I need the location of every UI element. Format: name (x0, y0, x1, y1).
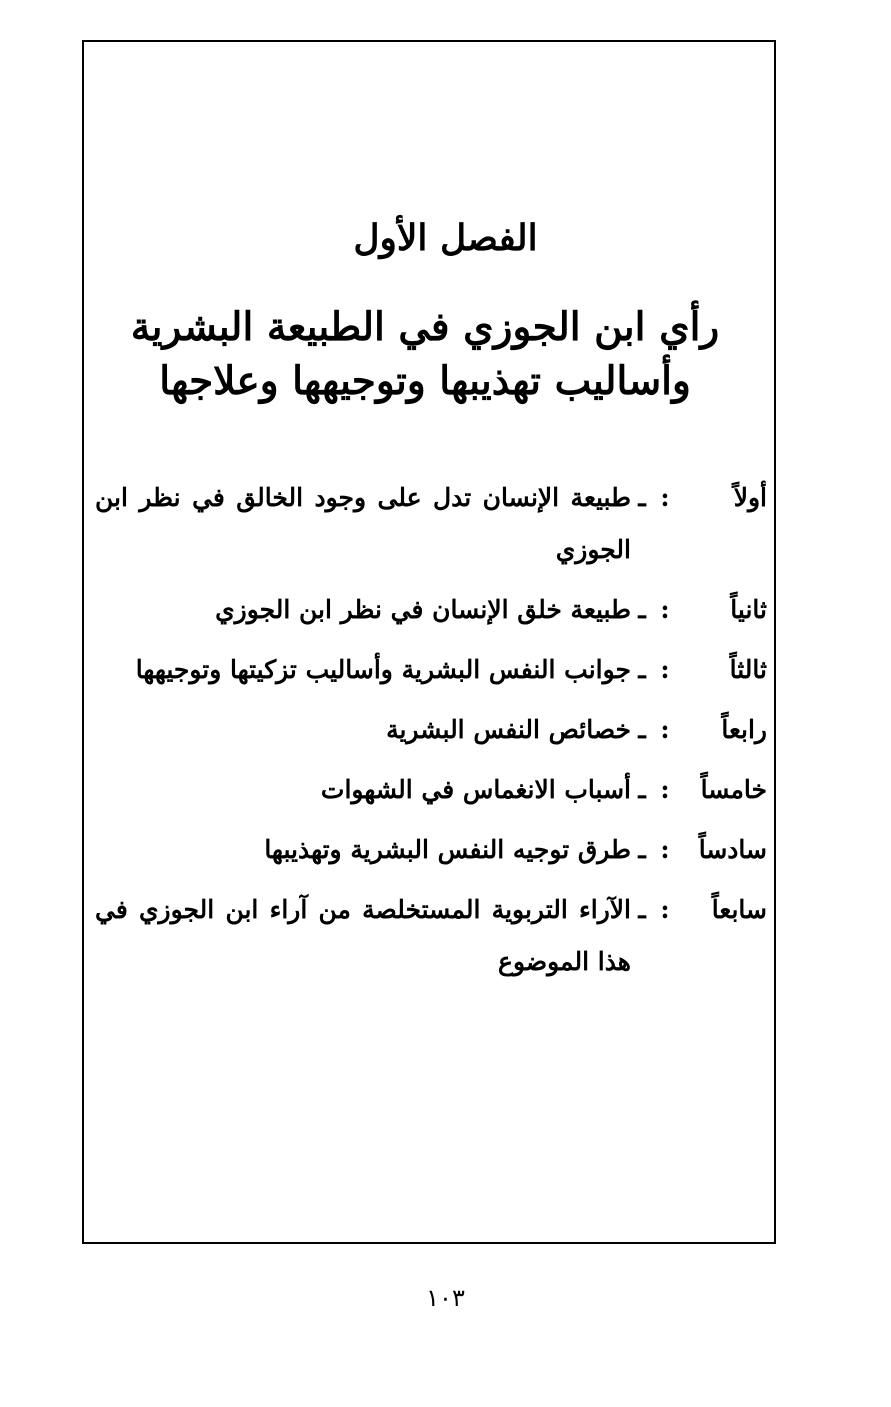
toc-item-colon: : (660, 835, 670, 864)
toc-item-dash: ـ (638, 655, 646, 684)
toc-item-text: جوانب النفس البشرية وأساليب تزكيتها وتوجيهها (135, 655, 631, 684)
toc-item-label: ثالثاً (729, 655, 767, 684)
toc-item-dash: ـ (638, 775, 646, 804)
toc-item-dash: ـ (638, 895, 646, 924)
toc-item-colon: : (660, 775, 670, 804)
toc-item-3 (95, 644, 767, 696)
toc-item-label: سادساً (698, 835, 767, 864)
chapter-title: الفصل الأول (353, 217, 538, 259)
toc-item-colon: : (660, 895, 670, 924)
toc-item-label: ثانياً (730, 595, 767, 624)
toc-item-text: خصائص النفس البشرية (386, 715, 631, 744)
toc-item-6 (95, 824, 767, 876)
main-title-line-2: وأساليب تهذيبها وتوجيهها وعلاجها (159, 358, 691, 404)
toc-item-2 (95, 584, 767, 636)
toc-item-text: طبيعة خلق الإنسان في نظر ابن الجوزي (215, 595, 631, 624)
toc-item-colon: : (660, 483, 670, 512)
toc-item-label: رابعاً (721, 715, 767, 744)
toc-item-dash: ـ (638, 595, 646, 624)
toc-item-dash: ـ (638, 483, 646, 512)
toc-item-text: الآراء التربوية المستخلصة من آراء ابن الجوزي في هذا الموضوع (95, 895, 631, 976)
toc-item-label: خامساً (700, 775, 767, 804)
toc-item-text: طبيعة الإنسان تدل على وجود الخالق في نظر ابن الجوزي (95, 483, 631, 564)
toc-item-label: أولاً (733, 483, 767, 512)
table-of-contents (95, 472, 767, 996)
toc-item-4 (95, 704, 767, 756)
toc-item-colon: : (660, 715, 670, 744)
toc-item-dash: ـ (638, 715, 646, 744)
toc-item-dash: ـ (638, 835, 646, 864)
toc-item-text: طرق توجيه النفس البشرية وتهذيبها (264, 835, 631, 864)
toc-item-1 (95, 472, 767, 576)
toc-item-colon: : (660, 595, 670, 624)
toc-item-colon: : (660, 655, 670, 684)
toc-item-text: أسباب الانغماس في الشهوات (320, 775, 631, 804)
toc-item-5 (95, 764, 767, 816)
main-title-line-1: رأي ابن الجوزي في الطبيعة البشرية (130, 304, 720, 350)
main-title (100, 300, 750, 408)
toc-item-label: سابعاً (711, 895, 767, 924)
page-number: ١٠٣ (426, 1284, 465, 1312)
toc-item-7 (95, 884, 767, 988)
